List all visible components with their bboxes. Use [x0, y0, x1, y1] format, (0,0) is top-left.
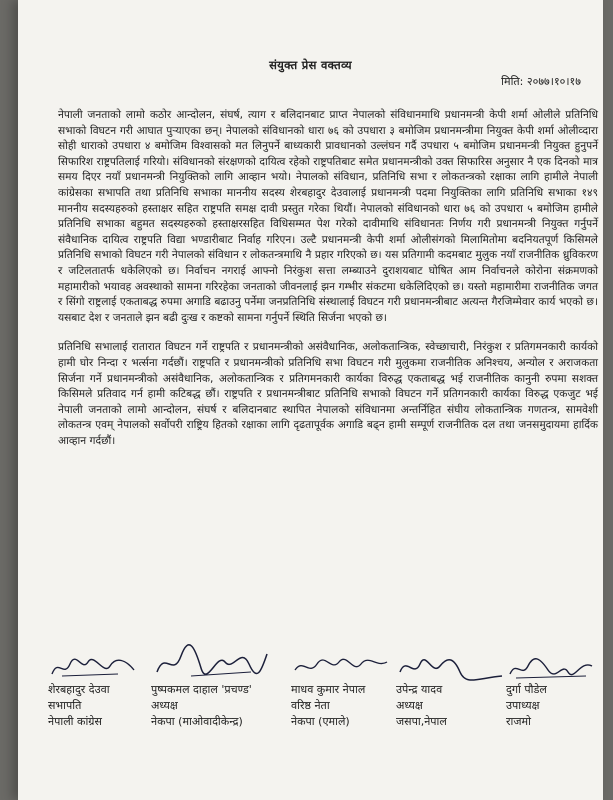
handwritten-signature-2	[151, 642, 271, 682]
signatory-role: सभापति	[48, 699, 82, 712]
signatory-4	[396, 652, 506, 730]
handwritten-signature-3	[291, 652, 391, 682]
signatory-name: शेरबहादुर देउवा	[48, 683, 110, 696]
signatory-3	[291, 652, 391, 730]
paragraph-2: प्रतिनिधि सभालाई रातारात विघटन गर्ने राष्ट्रपति र प्रधानमन्त्रीको असंवैधानिक, अलोकतान्त्रिक, स्वेच्छाचारी, निरंकुश र प्रतिगमनकारी कार्यको हामी घोर निन्दा र भर्त्सना गर्दछौं। राष्ट्रपति र प्रधानमन्त्रीको प्रतिनिधि सभा विघटन गरी मुलुकमा राजनीतिक अनिश्चय, अन्योल र अराजकता सिर्जना गर्ने प्रधानमन्त्रीको असंवैधानिक, अलोकतान्त्रिक र प्रतिगमनकारी कार्यका विरुद्ध एकताबद्ध भई राजनीतिक कानुनी रुपमा सशक्त किसिमले प्रतिवाद गर्न हामी कटिबद्ध छौं। राष्ट्रपति र प्रधानमन्त्रीबाट प्रतिनिधि सभाको विघटन गर्ने प्रतिगनकारी कार्यका विरुद्ध एकजुट भई नेपाली जनताको लामो आन्दोलन, संघर्ष र बलिदानबाट स्थापित नेपालको संविधानमा अन्तर्निहित संघीय लोकतान्त्रिक गणतन्त्र, सामवेशी लोकतन्त्र एवम् नेपालको सर्वोपरी राष्ट्रिय हितको रक्षाका लागि दृढतापूर्वक अगाडि बढ्न हामी सम्पूर्ण राजनीतिक दल तथा जनसमुदायमा हार्दिक आव्हान गर्दछौं।	[58, 341, 598, 447]
signatory-5	[506, 652, 596, 730]
handwritten-signature-4	[396, 652, 506, 682]
signatory-org: नेकपा (माओवादीकेन्द्र)	[151, 715, 243, 728]
handwritten-signature-1	[48, 652, 138, 682]
signatory-2	[151, 642, 271, 730]
handwritten-signature-5	[506, 652, 596, 682]
signatory-org: नेपाली कांग्रेस	[48, 715, 102, 728]
signatory-role: वरिष्ठ नेता	[291, 699, 330, 712]
signatory-name: उपेन्द्र यादव	[396, 683, 443, 696]
signatory-1	[48, 652, 138, 730]
signatory-org: जसपा,नेपाल	[396, 715, 447, 728]
signatory-org: राजमो	[506, 715, 531, 728]
signatory-name: माधव कुमार नेपाल	[291, 683, 366, 696]
paragraph-1: नेपाली जनताको लामो कठोर आन्दोलन, संघर्ष, त्याग र बलिदानबाट प्राप्त नेपालको संविधानमाथि प्रधानमन्त्री केपी शर्मा ओलीले प्रतिनिधि सभाको विघटन गरी आघात पुर्‍याएका छन्। नेपालको संविधानको धारा ७६ को उपधारा ३ बमोजिम प्रधानमन्त्रीमा नियुक्त केपी शर्मा ओलीव्दारा सोही धाराको उपधारा ४ बमोजिम विश्वासको मत लिनुपर्ने बाध्यकारी प्रावधानको उल्लंघन गर्दै उपधारा ५ बमोजिम प्रधानमन्त्री नियुक्त हुनुपर्ने सिफारिश राष्ट्रपतिलाई गरियो। संविधानको संरक्षणको दायित्व रहेको राष्ट्रपतिबाट समेत प्रधानमन्त्रीको उक्त सिफारिस अनुसार नै एक दिनको मात्र समय दिएर नयाँ प्रधानमन्त्री नियुक्तिको लागि आव्हान भयो। नेपालको संविधान, प्रतिनिधि सभा र लोकतन्त्रको रक्षाका लागि हामीले नेपाली कांग्रेसका सभापति तथा प्रतिनिधि सभाका माननीय सदस्य शेरबहादुर देउवालाई प्रधानमन्त्री पदमा नियुक्तिका लागि प्रतिनिधि सभाका १४९ माननीय सदस्यहरुको हस्ताक्षर सहित राष्ट्रपति समक्ष दावी प्रस्तुत गरेका थियौं। नेपालको संविधानको धारा ७६ को उपधारा ५ बमोजिम हामीले प्रतिनिधि सभाका बहुमत सदस्यहरुको हस्ताक्षरसहित विधिसम्मत पेश गरेको दावीमाथि संविधानतः निर्णय गरी प्रधानमन्त्री नियुक्त गर्नुपर्ने संवैधानिक दायित्व राष्ट्रपति विद्या भण्डारीबाट निर्वाह गरिएन। उल्टै प्रधानमन्त्री केपी शर्मा ओलीसंगको मिलामितोमा बदनियतपूर्ण किसिमले प्रतिनिधि सभाको विघटन गरी नेपालको संविधान र लोकतन्त्रमाथि नै प्रहार गरिएको छ। यस प्रतिगामी कदमबाट मुलुक नयाँ राजनीतिक ध्रुविकरण र जटिलतातर्फ धकेलिएको छ। निर्वाचन नगराई आफ्नो निरंकुश सत्ता लम्ब्याउने दुराशयबाट घोषित आम निर्वाचनले कोरोना संक्रमणको महामारीको भयावह अवस्थाको सामना गरिरहेका जनताको जीवनलाई झन गम्भीर संकटमा धकेलिदिएको छ। यस्तो महामारीमा राजनीतिक जगत र सिंगो राष्ट्रलाई एकताबद्ध रुपमा अगाडि बढाउनु पर्नेमा जनप्रतिनिधि संस्थालाई विघटन गरी प्रधानमन्त्रीबाट अत्यन्त गैरजिम्मेवार कार्य भएको छ। यसबाट देश र जनताले झन बढी दुःख र कष्टको सामना गर्नुपर्ने स्थिति सिर्जना भएको छ।	[58, 109, 598, 324]
document-title: संयुक्त प्रेस वक्तव्य	[269, 58, 352, 72]
statement-body	[58, 108, 598, 449]
signatory-name: पुष्पकमल दाहाल 'प्रचण्ड'	[151, 683, 252, 696]
document-date: मिति: २०७७।१०।१७	[501, 75, 581, 88]
signatory-name: दुर्गा पौडेल	[506, 683, 547, 696]
signature-block	[18, 652, 603, 772]
signatory-role: उपाध्यक्ष	[506, 699, 540, 712]
signatory-role: अध्यक्ष	[396, 699, 423, 712]
press-statement-page	[18, 0, 603, 800]
signatory-role: अध्यक्ष	[151, 699, 178, 712]
signatory-org: नेकपा (एमाले)	[291, 715, 350, 728]
